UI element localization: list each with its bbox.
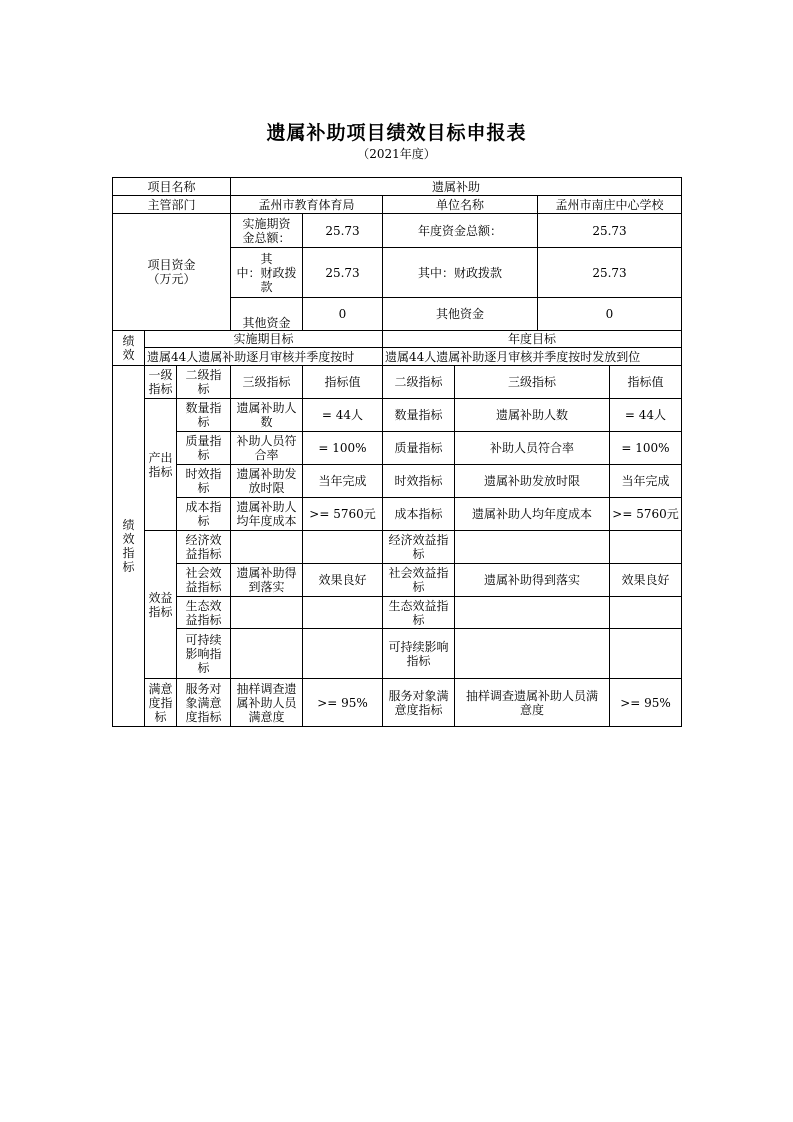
satisfaction-l3-line3: 满意度 (248, 709, 285, 724)
indicators-side-4: 标 (122, 560, 135, 574)
row-l2-line1: 数量指 (185, 401, 222, 415)
level1-header-line1: 一级 (148, 368, 173, 382)
row-l2-line2: 标 (197, 448, 210, 462)
year-value-header: 指标值 (627, 375, 664, 389)
row-l2-line2: 益指标 (185, 612, 222, 627)
dept-label: 主管部门 (147, 197, 196, 212)
indicators-side-2: 效 (122, 532, 135, 546)
satisfaction-value: >= 95% (317, 695, 368, 710)
year-goal-header: 年度目标 (507, 332, 556, 346)
satisfaction-l1-line1: 满意 (148, 681, 173, 696)
impl-total-label-line1: 实施期资 (242, 216, 291, 231)
effect-label-line2: 指标 (148, 604, 173, 619)
satisfaction-l3 (231, 679, 302, 726)
row-year-l3: 遗属补助人数 (495, 408, 568, 422)
funds-label-line1: 项目资金 (147, 258, 196, 272)
row-l3-line1: 遗属补助人 (236, 500, 297, 514)
satisfaction-l1-line3: 标 (154, 709, 167, 724)
level2-header (177, 366, 230, 398)
satisfaction-year-l3-line1: 抽样调查遗属补助人员满 (465, 688, 598, 703)
effect-indicator-label (145, 531, 176, 678)
goals-side-label (113, 331, 144, 365)
year-other-value: 0 (605, 307, 614, 321)
row-l3-line2: 数 (260, 415, 273, 429)
goals-side-1: 绩 (122, 334, 135, 348)
impl-total-value: 25.73 (325, 223, 360, 238)
impl-fiscal-label (231, 248, 302, 297)
satisfaction-l1-line2: 度指 (148, 695, 173, 710)
row-l3-line2: 均年度成本 (236, 514, 297, 528)
satisfaction-l2-line2: 象满意 (185, 695, 222, 710)
row-l2-line2: 益指标 (185, 580, 222, 594)
funds-label (113, 214, 230, 330)
row-year-l2-line1: 生态效益指 (388, 598, 449, 613)
row-year-l2-line2: 指标 (406, 653, 431, 668)
row-l2-line1: 社会效 (185, 566, 222, 580)
row-year-l2-line2: 标 (412, 547, 425, 561)
row-year-value: = 44人 (624, 408, 667, 422)
row-l3-line2: 合率 (254, 448, 279, 462)
effect-label-line1: 效益 (148, 590, 173, 605)
row-year-value: = 100% (621, 441, 670, 455)
year-level3-header: 三级指标 (507, 375, 556, 389)
row-year-l3: 补助人员符合率 (489, 441, 574, 455)
level3-header: 三级指标 (242, 375, 291, 389)
satisfaction-year-l3-line2: 意度 (519, 702, 544, 717)
row-l2-line1: 生态效 (185, 598, 222, 613)
impl-fiscal-label-line2: 中：财政拨 (236, 265, 297, 280)
impl-total-label (231, 214, 302, 247)
row-year-l3: 遗属补助人均年度成本 (471, 507, 592, 521)
year-total-value: 25.73 (592, 223, 627, 238)
row-l2-line1: 质量指 (185, 434, 222, 448)
page-subtitle: （2021年度） (357, 147, 436, 161)
row-year-l2: 数量指标 (394, 408, 443, 422)
row-year-l3: 遗属补助发放时限 (483, 474, 580, 488)
row-year-l2: 时效指标 (394, 474, 443, 488)
row-l3-line1: 补助人员符 (236, 434, 297, 448)
year-level2-header: 二级指标 (394, 375, 443, 389)
level2-header-line1: 二级指 (185, 368, 222, 382)
row-l2-line2: 标 (197, 415, 210, 429)
satisfaction-l2-line3: 度指标 (185, 709, 222, 724)
row-l2 (177, 465, 230, 497)
row-year-l3: 遗属补助得到落实 (483, 573, 580, 587)
page-title: 遗属补助项目绩效目标申报表 (266, 122, 527, 144)
row-year-l2-line1: 可持续影响 (388, 639, 449, 654)
impl-fiscal-label-line3: 款 (260, 279, 273, 294)
satisfaction-year-l2 (383, 679, 454, 726)
row-l2-line3: 标 (197, 660, 210, 675)
year-total-label: 年度资金总额： (417, 223, 502, 238)
output-label-line2: 指标 (148, 464, 173, 479)
row-value: = 100% (318, 441, 367, 455)
impl-other-value: 0 (338, 307, 347, 321)
satisfaction-year-l2-line1: 服务对象满 (388, 688, 449, 703)
year-goal-text: 遗属44人遗属补助逐月审核并季度按时发放到位 (385, 349, 641, 364)
year-other-label: 其他资金 (435, 307, 484, 321)
row-l2-line1: 可持续 (185, 632, 222, 647)
row-year-value: 当年完成 (621, 474, 670, 488)
row-year-l2: 质量指标 (394, 441, 443, 455)
row-value: 效果良好 (318, 573, 367, 587)
row-l3-line1: 遗属补助人 (236, 401, 297, 415)
impl-fiscal-value: 25.73 (325, 265, 360, 280)
row-l3-line1: 遗属补助得 (236, 566, 297, 580)
dept-value: 孟州市教育体育局 (258, 197, 355, 212)
row-l2 (177, 498, 230, 530)
year-fiscal-value: 25.73 (592, 265, 627, 280)
row-l3 (231, 498, 302, 530)
row-value: 当年完成 (318, 474, 367, 488)
row-l3-line1: 遗属补助发 (236, 467, 297, 481)
row-year-l2-line2: 标 (412, 580, 425, 594)
satisfaction-l1 (145, 679, 176, 726)
row-l3 (231, 564, 302, 596)
row-year-l2-line1: 经济效益指 (388, 533, 449, 547)
row-l3 (231, 432, 302, 464)
row-l3-line2: 到落实 (248, 580, 285, 594)
row-l3-line2: 放时限 (248, 481, 285, 495)
year-fiscal-label: 其中：财政拨款 (417, 265, 502, 280)
row-l2-line1: 成本指 (185, 500, 222, 514)
satisfaction-l3-line2: 属补助人员 (236, 695, 297, 710)
level1-header (145, 366, 176, 398)
funds-label-line2: （万元） (147, 272, 196, 286)
satisfaction-year-l2-line2: 意度指标 (394, 702, 443, 717)
row-value: >= 5760元 (309, 507, 376, 521)
row-l2-line2: 标 (197, 481, 210, 495)
row-l2 (177, 629, 230, 678)
row-l2 (177, 399, 230, 431)
row-year-l2 (383, 597, 454, 628)
impl-total-label-line2: 金总额： (242, 230, 291, 245)
value-header: 指标值 (324, 375, 361, 389)
satisfaction-l3-line1: 抽样调查遗 (236, 681, 297, 696)
project-name-value: 遗属补助 (431, 179, 480, 194)
row-year-value: >= 5760元 (612, 507, 679, 521)
impl-fiscal-label-line1: 其 (260, 251, 273, 266)
output-indicator-label (145, 399, 176, 530)
row-l2-line2: 益指标 (185, 547, 222, 561)
row-l2 (177, 432, 230, 464)
row-year-l2 (383, 629, 454, 678)
row-l2-line1: 时效指 (185, 467, 222, 481)
impl-goal-header: 实施期目标 (233, 332, 294, 346)
level1-header-line2: 指标 (148, 382, 173, 396)
row-l2-line2: 标 (197, 514, 210, 528)
indicators-side-3: 指 (122, 546, 135, 560)
row-l2 (177, 531, 230, 563)
unit-value: 孟州市南庄中心学校 (555, 197, 664, 212)
output-label-line1: 产出 (148, 450, 173, 465)
unit-label: 单位名称 (435, 197, 484, 212)
level2-header-line2: 标 (197, 382, 210, 396)
row-year-l2-line2: 标 (412, 612, 425, 627)
row-year-value: 效果良好 (621, 573, 670, 587)
row-l2-line1: 经济效 (185, 533, 222, 547)
row-year-l2-line1: 社会效益指 (388, 566, 449, 580)
satisfaction-year-value: >= 95% (620, 695, 671, 710)
satisfaction-l2 (177, 679, 230, 726)
row-l3 (231, 399, 302, 431)
goals-side-2: 效 (122, 348, 135, 362)
row-value: = 44人 (321, 408, 364, 422)
row-l2 (177, 597, 230, 628)
row-l2 (177, 564, 230, 596)
row-l2-line2: 影响指 (185, 646, 222, 661)
impl-other-label: 其他资金 (242, 316, 291, 330)
indicators-side-1: 绩 (122, 518, 135, 532)
row-l3 (231, 465, 302, 497)
satisfaction-l2-line1: 服务对 (185, 681, 222, 696)
row-year-l2: 成本指标 (394, 507, 443, 521)
row-year-l2 (383, 564, 454, 596)
row-year-l2 (383, 531, 454, 563)
indicators-side-label (113, 366, 144, 726)
satisfaction-year-l3 (455, 679, 609, 726)
project-name-label: 项目名称 (147, 179, 196, 194)
impl-goal-text: 遗属44人遗属补助逐月审核并季度按时 (147, 349, 355, 364)
